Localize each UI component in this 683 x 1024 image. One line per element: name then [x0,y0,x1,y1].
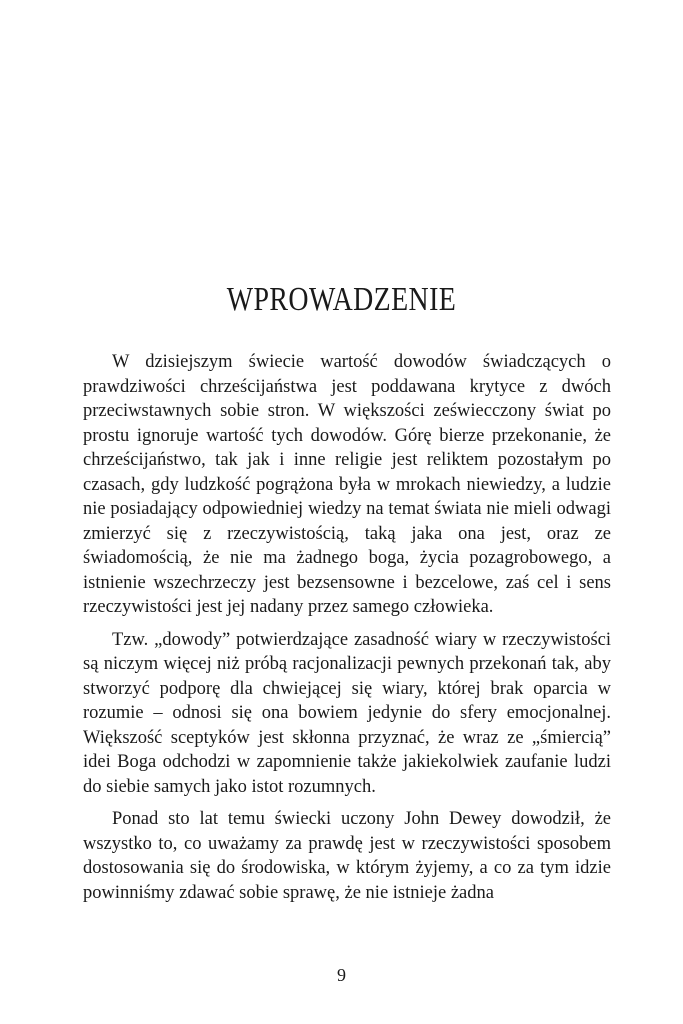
body-text [83,350,611,913]
chapter-title: WPROWADZENIE [226,281,457,318]
page-number: 9 [337,965,346,985]
paragraph-2: Tzw. „dowody” potwierdzające zasadność wiary w rzeczywistości są niczym więcej niż próbą racjonalizacji pewnych przekonań tak, aby stworzyć podporę dla chwiejącej się wiary, której brak oparcia w rozumie – odnosi się ona bowiem jedynie do sfery emocjonalnej. Większość sceptyków jest skłonna przyznać, że wraz ze „śmiercią” idei Boga odchodzi w zapomnienie także jakiekolwiek zaufanie ludzi do siebie samych jako istot rozumnych. [83,629,611,797]
paragraph-1: W dzisiejszym świecie wartość dowodów świadczących o prawdziwości chrześcijaństwa jest poddawana krytyce z dwóch przeciwstawnych sobie stron. W większości zeświecczony świat po prostu ignoruje wartość tych dowodów. Górę bierze przekonanie, że chrześcijaństwo, tak jak i inne religie jest reliktem pozostałym po czasach, gdy ludzkość pogrążona była w mrokach niewiedzy, a ludzie nie posiadający odpowiedniej wiedzy na temat świata nie mieli odwagi zmierzyć się z rzeczywistością, taką jaka ona jest, oraz ze świadomością, że nie ma żadnego boga, życia pozagrobowego, a istnienie wszechrzeczy jest bezsensowne i bezcelowe, zaś cel i sens rzeczywistości jest jej nadany przez samego człowieka. [83,352,611,617]
paragraph-3: Ponad sto lat temu świecki uczony John Dewey dowodził, że wszystko to, co uważamy za prawdę jest w rzeczywistości sposobem dostosowania się do środowiska, w którym żyjemy, a co za tym idzie powinniśmy zdawać sobie sprawę, że nie istnieje żadna [83,809,611,903]
